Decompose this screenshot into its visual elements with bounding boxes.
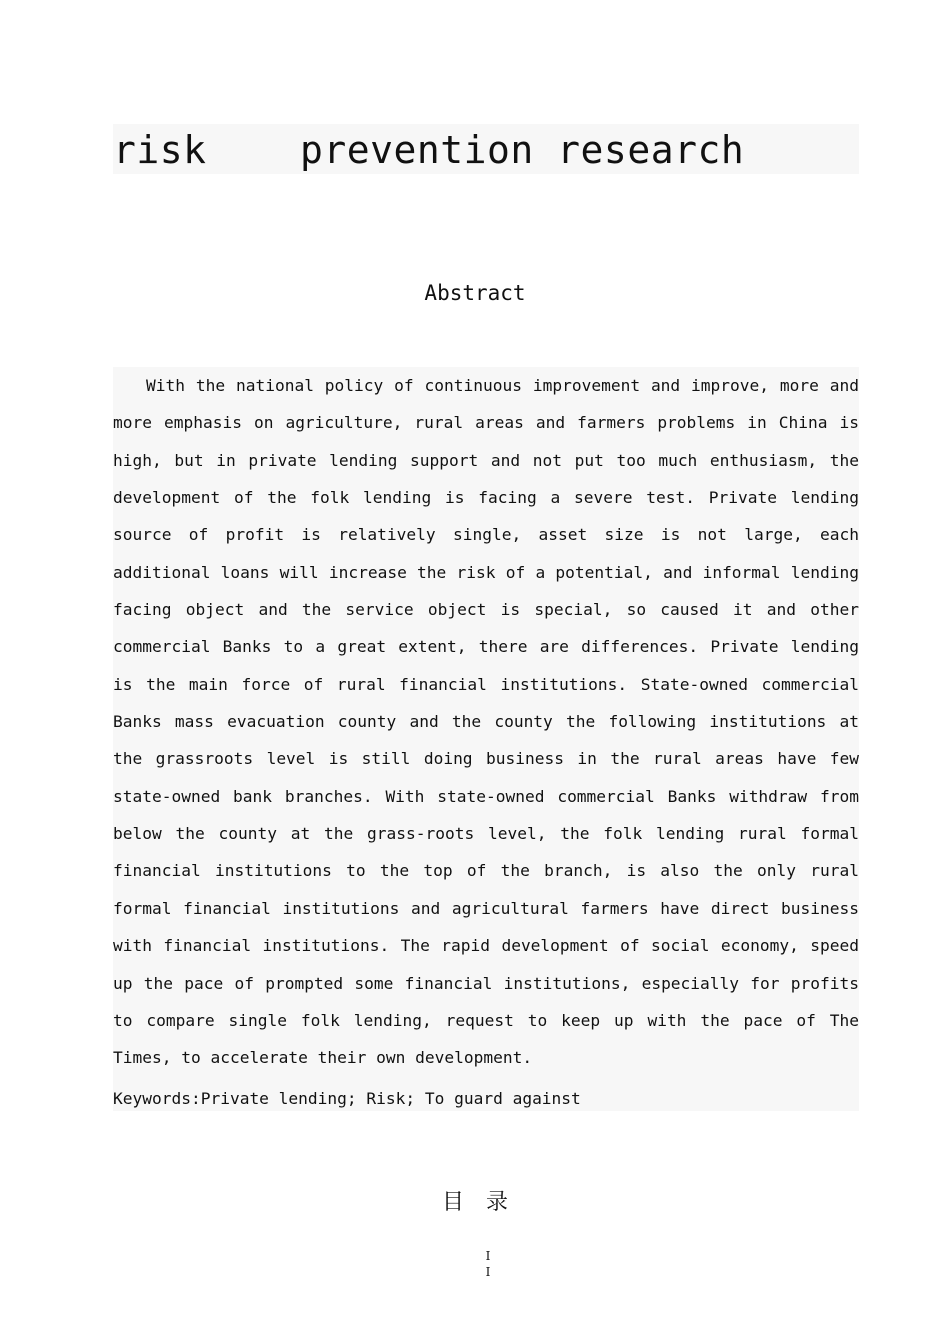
table-of-contents-heading: 目录 [441, 1190, 530, 1215]
page-number-line-1: I [485, 1249, 491, 1263]
page-number-line-2: I [485, 1265, 491, 1279]
keywords-line: Keywords:Private lending; Risk; To guard against [113, 1089, 581, 1108]
abstract-heading: Abstract [424, 281, 526, 305]
abstract-body: With the national policy of continuous improvement and improve, more and more emphasis on agriculture, rural areas and farmers problems in China is high, but in private lending support and not put too much enthusiasm, the development of the folk lending is facing a severe test. Private lending source of profit is relatively single, asset size is not large, each additional loans will increase the risk of a potential, and informal lending facing object and the service object is special, so caused it and other commercial Banks to a great extent, there are differences. Private lending is the main force of rural financial institutions. State-owned commercial Banks mass evacuation county and the county the following institutions at the grassroots level is still doing business in the rural areas have few state-owned bank branches. With state-owned commercial Banks withdraw from below the county at the grass-roots level, the folk lending rural formal financial institutions to the top of the branch, is also the only rural formal financial institutions and agricultural farmers have direct business with financial institutions. The rapid development of social economy, speed up the pace of prompted some financial institutions, especially for profits to compare single folk lending, request to keep up with the pace of The Times, to accelerate their own development. [113, 376, 859, 1068]
page-number [0, 1248, 950, 1280]
document-title: risk prevention research [113, 128, 745, 172]
